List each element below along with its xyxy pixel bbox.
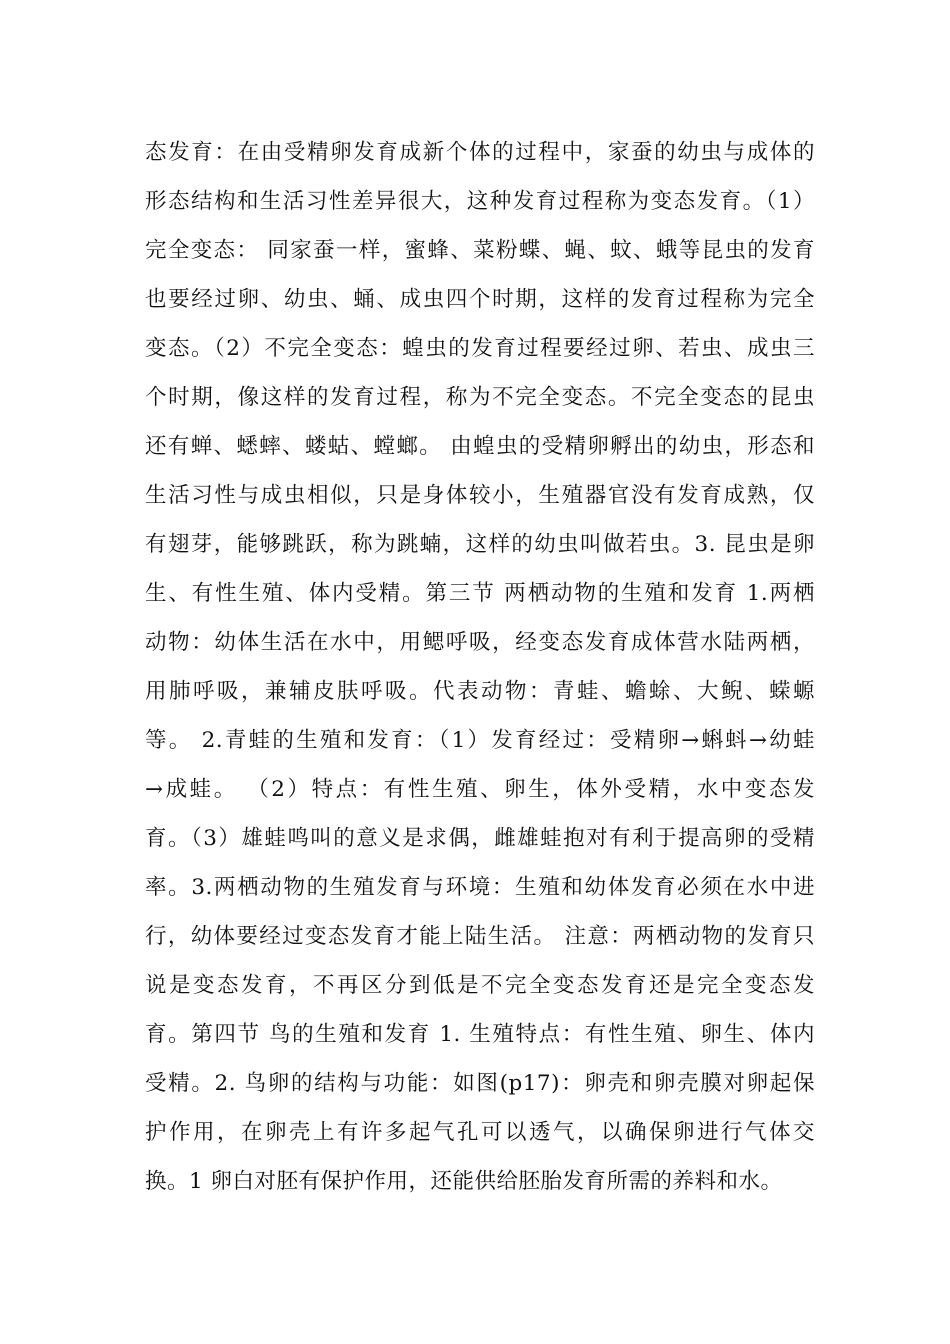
body-text — [145, 128, 815, 1206]
text-line: 个时期，像这样的发育过程，称为不完全变态。不完全变态的昆虫 — [145, 385, 815, 410]
text-line: 生活习性与成虫相似，只是身体较小，生殖器官没有发育成熟，仅 — [145, 483, 815, 508]
text-line: →成蛙。 （2）特点：有性生殖、卵生，体外受精，水中变态发 — [145, 777, 815, 802]
text-line: 换。1 卵白对胚有保护作用，还能供给胚胎发育所需的养料和水。 — [145, 1169, 783, 1194]
text-line: 形态结构和生活习性差异很大，这种发育过程称为变态发育。（1） — [145, 189, 815, 214]
text-line: 有翅芽，能够跳跃，称为跳蝻，这样的幼虫叫做若虫。3. 昆虫是卵 — [145, 532, 815, 557]
text-line: 完全变态： 同家蚕一样，蜜蜂、菜粉蝶、蝇、蚊、蛾等昆虫的发育 — [145, 238, 815, 263]
text-line: 育。第四节 鸟的生殖和发育 1. 生殖特点：有性生殖、卵生、体内 — [145, 1022, 815, 1047]
text-line: 变态。（2）不完全变态：蝗虫的发育过程要经过卵、若虫、成虫三 — [145, 336, 815, 361]
text-line: 也要经过卵、幼虫、蛹、成虫四个时期，这样的发育过程称为完全 — [145, 287, 815, 312]
text-line: 动物：幼体生活在水中，用鳃呼吸，经变态发育成体营水陆两栖， — [145, 630, 815, 655]
text-line: 护作用，在卵壳上有许多起气孔可以透气，以确保卵进行气体交 — [145, 1120, 815, 1145]
text-line: 受精。2. 鸟卵的结构与功能：如图(p17)：卵壳和卵壳膜对卵起保 — [145, 1071, 815, 1096]
text-line: 育。（3）雄蛙鸣叫的意义是求偶，雌雄蛙抱对有利于提高卵的受精 — [145, 826, 815, 851]
text-line: 生、有性生殖、体内受精。第三节 两栖动物的生殖和发育 1.两栖 — [145, 581, 815, 606]
text-line: 态发育：在由受精卵发育成新个体的过程中，家蚕的幼虫与成体的 — [145, 140, 815, 165]
text-line: 说是变态发育，不再区分到低是不完全变态发育还是完全变态发 — [145, 973, 815, 998]
text-line: 用肺呼吸，兼辅皮肤呼吸。代表动物：青蛙、蟾蜍、大鲵、蝾螈 — [145, 679, 815, 704]
text-line: 还有蝉、蟋蟀、蝼蛄、螳螂。 由蝗虫的受精卵孵出的幼虫，形态和 — [145, 434, 815, 459]
text-line: 率。3.两栖动物的生殖发育与环境：生殖和幼体发育必须在水中进 — [145, 875, 815, 900]
text-line: 行，幼体要经过变态发育才能上陆生活。 注意：两栖动物的发育只 — [145, 924, 815, 949]
text-line: 等。 2.青蛙的生殖和发育：（1）发育经过：受精卵→蝌蚪→幼蛙 — [145, 728, 815, 753]
